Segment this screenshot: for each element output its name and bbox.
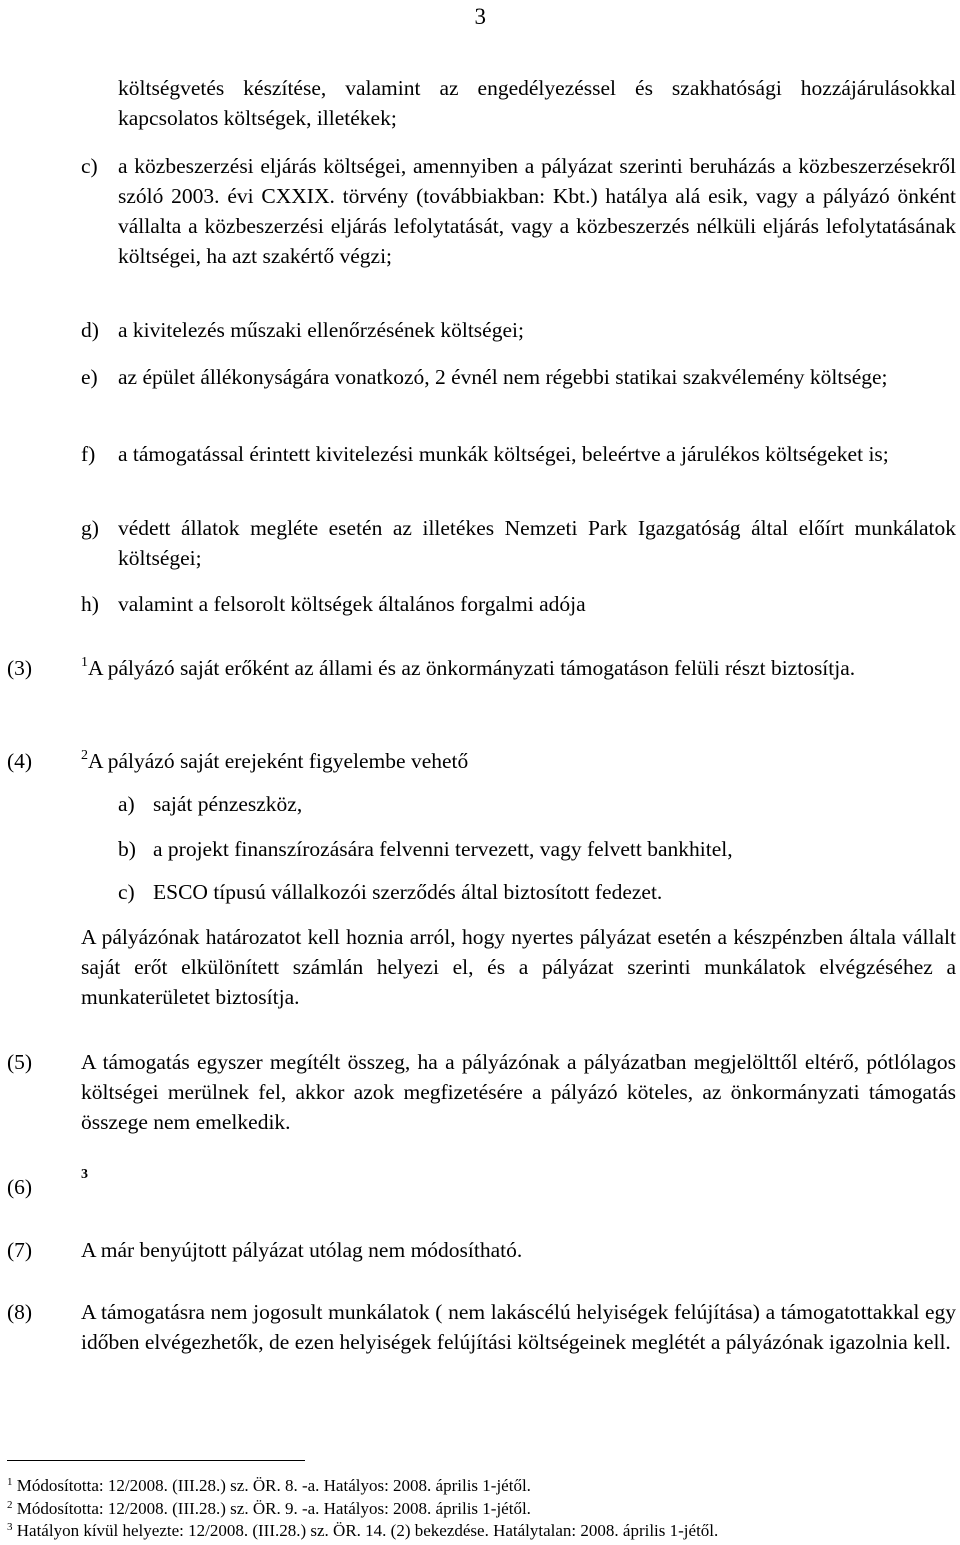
para-3-text: A pályázó saját erőként az állami és az önkormányzati támogatáson felüli részt biztosítja. [88, 656, 856, 680]
footnote-2-text: Módosította: 12/2008. (III.28.) sz. ÖR. 9. -a. Hatályos: 2008. április 1-jétől. [16, 1499, 531, 1518]
item-label-g: g) [81, 516, 99, 540]
subitem-text-c: ESCO típusú vállalkozói szerződés által biztosított fedezet. [153, 880, 663, 904]
item-text-d: a kivitelezés műszaki ellenőrzésének költségei; [118, 318, 524, 342]
footnote-divider [7, 1460, 305, 1461]
footnote-3 [7, 1521, 718, 1541]
para-8-number: (8) [7, 1300, 33, 1324]
para-5-number: (5) [7, 1050, 33, 1074]
footnote-1-number: 1 [7, 1476, 13, 1488]
footnote-1 [7, 1476, 531, 1496]
subitem-text-b: a projekt finanszírozására felvenni tervezett, vagy felvett bankhitel, [153, 837, 733, 861]
item-text-g: védett állatok megléte esetén az illetékes Nemzeti Park Igazgatóság által előírt munkálatok költségei; [118, 516, 956, 570]
page-number: 3 [474, 4, 486, 29]
para-7-text: A már benyújtott pályázat utólag nem módosítható. [81, 1238, 523, 1262]
item-label-c: c) [81, 154, 98, 178]
item-label-h: h) [81, 592, 99, 616]
subitem-label-b: b) [118, 837, 136, 861]
para-4-closing: A pályázónak határozatot kell hoznia arról, hogy nyertes pályázat esetén a készpénzben általa vállalt saját erőt elkülönített számlán helyezi el, és a pályázat szerinti munkálatok elvégzéséhez a munkaterületet biztosítja. [81, 925, 956, 1009]
item-label-f: f) [81, 442, 96, 466]
item-text-e: az épület állékonyságára vonatkozó, 2 évnél nem régebbi statikai szakvélemény költsége; [118, 365, 888, 389]
intro-text: költségvetés készítése, valamint az engedélyezéssel és szakhatósági hozzájárulásokkal kapcsolatos költségek, illetékek; [118, 76, 956, 130]
subitem-label-c: c) [118, 880, 135, 904]
item-text-f: a támogatással érintett kivitelezési munkák költségei, beleértve a járulékos költségeket is; [118, 442, 889, 466]
para-3-number: (3) [7, 656, 33, 680]
item-text-h: valamint a felsorolt költségek általános forgalmi adója [118, 592, 586, 616]
footnote-ref-3: 3 [81, 1167, 88, 1182]
item-label-e: e) [81, 365, 98, 389]
para-3 [81, 653, 956, 683]
para-4-intro [81, 746, 956, 776]
para-5-text: A támogatás egyszer megítélt összeg, ha a pályázónak a pályázatban megjelölttől eltérő, pótlólagos költségei merülnek fel, akkor azok megfizetésére a pályázó köteles, az önkormányzati támogatás összege nem emelkedik. [81, 1050, 956, 1134]
footnote-2 [7, 1499, 531, 1519]
para-6-number: (6) [7, 1175, 33, 1199]
footnote-ref-2: 2 [81, 748, 88, 763]
para-4-text: A pályázó saját erejeként figyelembe vehető [88, 749, 469, 773]
footnote-3-number: 3 [7, 1521, 13, 1533]
item-text-c: a közbeszerzési eljárás költségei, amennyiben a pályázat szerinti beruházás a közbeszerzésekről szóló 2003. évi CXXIX. törvény (továbbiakban: Kbt.) hatálya alá esik, vagy a pályázó önként vállalta a közbeszerzési eljárás lefolytatását, vagy a közbeszerzés nélküli eljárás lefolytatásának költségei, ha azt szakértő végzi; [118, 154, 956, 268]
footnote-ref-1: 1 [81, 655, 88, 670]
item-label-d: d) [81, 318, 99, 342]
subitem-label-a: a) [118, 792, 135, 816]
footnote-1-text: Módosította: 12/2008. (III.28.) sz. ÖR. 8. -a. Hatályos: 2008. április 1-jétől. [16, 1476, 531, 1495]
para-4-number: (4) [7, 749, 33, 773]
footnote-2-number: 2 [7, 1499, 13, 1511]
footnote-3-text: Hatályon kívül helyezte: 12/2008. (III.28.) sz. ÖR. 14. (2) bekezdése. Hatálytalan: 2008. április 1-jétől. [16, 1521, 719, 1540]
para-8-text: A támogatásra nem jogosult munkálatok ( nem lakáscélú helyiségek felújítása) a támogatottakkal egy időben elvégezhetők, de ezen helyiségek felújítási költségeinek meglétét a pályázónak igazolnia kell. [81, 1300, 956, 1354]
subitem-text-a: saját pénzeszköz, [153, 792, 303, 816]
para-7-number: (7) [7, 1238, 33, 1262]
